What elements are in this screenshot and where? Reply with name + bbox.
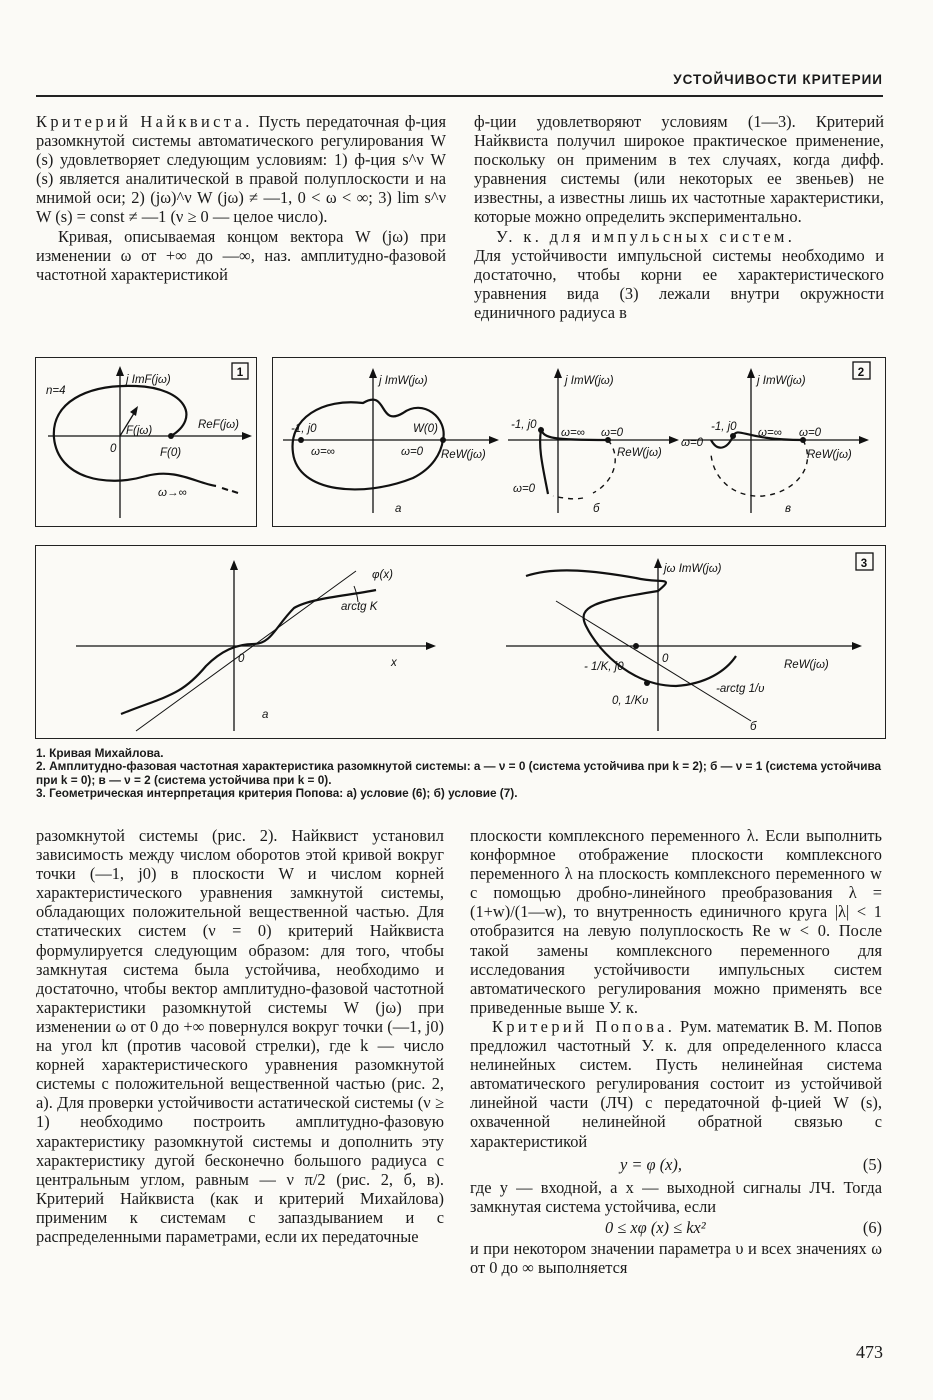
figure-3-popov xyxy=(36,546,885,738)
fig1-f0: F(0) xyxy=(160,447,182,459)
fig2-wzero-b: ω=0 xyxy=(601,427,624,439)
figure-2-nyquist xyxy=(273,358,885,526)
fig1-n-label: n=4 xyxy=(46,385,66,397)
popov-heading: Критерий Попова. xyxy=(492,1016,676,1036)
page-number: 473 xyxy=(856,1342,883,1362)
fig2-minus1-c: -1, j0 xyxy=(711,421,737,433)
top-left-column xyxy=(36,112,446,284)
fig3-x-axis: ReW(jω) xyxy=(784,659,829,671)
equation-5-number: (5) xyxy=(862,1154,882,1174)
fig2-winf-b: ω=∞ xyxy=(561,427,585,439)
fig2-wzero-b2: ω=0 xyxy=(513,483,536,495)
fig3-phi: φ(x) xyxy=(372,569,393,581)
popov-paragraph: Рум. математик В. М. Попов предложил частотный У. к. для определенного класса нелинейных систем. Пусть нелинейная система автоматического регулирования состоит из устойчивой линейной части (ЛЧ) с передаточной ф-цией W (s), охваченной нелинейной обратной связью с характеристикой xyxy=(470,1016,882,1151)
figure-2-frame xyxy=(272,357,886,527)
equation-6-number: (6) xyxy=(862,1217,882,1237)
figure-3-frame xyxy=(35,545,886,739)
fig1-x-axis: ReF(jω) xyxy=(198,419,239,431)
fig3-arctg-v: -arctg 1/υ xyxy=(716,683,765,695)
equation-5 xyxy=(470,1155,882,1174)
fig2-w0: W(0) xyxy=(413,423,438,435)
fig1-y-axis: j ImF(jω) xyxy=(126,374,171,386)
top-right-column xyxy=(474,112,884,322)
fig3-point: 0, 1/Kυ xyxy=(612,695,649,707)
fig1-number: 1 xyxy=(236,367,244,379)
impulse-paragraph: Для устойчивости импульсной системы необходимо и достаточно, чтобы корни ее характеристического уравнения вида (3) лежали внутри окружности единичного радиуса в xyxy=(474,245,884,322)
final-paragraph: и при некотором значении параметра υ и всех значениях ω от 0 до ∞ выполняется xyxy=(470,1238,882,1278)
fig2-label-b: б xyxy=(593,503,600,515)
bottom-right-column xyxy=(470,826,882,1277)
fig2-wzero-c: ω=0 xyxy=(799,427,822,439)
fig1-omega: ω→∞ xyxy=(158,487,187,499)
figure-1-frame xyxy=(35,357,257,527)
fig2-y-axis-a: j ImW(jω) xyxy=(379,375,428,387)
fig2-x-axis-c: ReW(jω) xyxy=(807,449,852,461)
figure-captions xyxy=(36,747,886,801)
fig2-winf-c: ω=∞ xyxy=(758,427,782,439)
fig2-minus1-a: -1, j0 xyxy=(291,423,317,435)
fig2-y-axis-b: j ImW(jω) xyxy=(565,375,614,387)
nyquist-continuation-paragraph: разомкнутой системы (рис. 2). Найквист установил зависимость между числом оборотов этой кривой вокруг точки (—1, j0) в плоскости W и числом корней характеристического уравнения замкнутой системы, обладающих положительной вещественной частью. Для статических систем (ν = 0) критерий Найквиста формулируется следующим образом: для того, чтобы замкнутая система была устойчива, необходимо и достаточно, чтобы вектор амплитудно-фазовой частотной характеристики разомкнутой системы W (jω) при изменении ω от 0 до +∞ повернулся вокруг точки (—1, j0) на угол kπ (против часовой стрелки), где k — число корней характеристического уравнения разомкнутой системы с положительной вещественной частью (рис. 2, а). Для проверки устойчивости астатической системы (ν ≥ 1) необходимо построить амплитудно-фазовую характеристику разомкнутой системы и дополнить эту характеристику дугой бесконечно большого радиуса с центральным углом, равным — ν π/2 (рис. 2, б, в). Критерий Найквиста (как и критерий Михайлова) применим к системам с запаздыванием и с распределенными параметрами, если их передаточные xyxy=(36,826,444,1246)
equation-6-body: 0 ≤ xφ (x) ≤ kx² xyxy=(605,1217,706,1237)
fig2-minus1-b: -1, j0 xyxy=(511,419,537,431)
fig1-vector: F(jω) xyxy=(126,425,153,437)
curve-paragraph: Кривая, описываемая концом вектора W (jω) при изменении ω от +∞ до —∞, наз. амплитудно-фазовой частотной характеристикой xyxy=(36,226,446,284)
impulse-heading: У. к. для импульсных систем. xyxy=(496,226,796,246)
signals-paragraph: где y — входной, а x — выходной сигналы ЛЧ. Тогда замкнутая система устойчива, если xyxy=(470,1177,882,1216)
header-rule xyxy=(36,95,883,97)
fig3-label-b: б xyxy=(750,721,757,733)
caption-3: 3. Геометрическая интерпретация критерия Попова: а) условие (6); б) условие (7). xyxy=(36,786,518,801)
nyquist-paragraph: Пусть передаточная ф-ция разомкнутой системы автоматического регулирования W (s) удовлетворяет следующим условиям: 1) ф-ция s^ν W (s) является аналитической в правой полуплоскости и на мнимой оси; 2) (jω)^ν W (jω) ≠ —1, 0 < ω < ∞; 3) lim s^ν W (s) = const ≠ —1 (ν ≥ 0 — целое число). xyxy=(36,112,446,227)
fig3-origin-b: 0 xyxy=(662,653,669,665)
fig2-label-a: а xyxy=(395,503,402,515)
equation-5-body: y = φ (x), xyxy=(620,1154,682,1174)
fig3-x: x xyxy=(391,657,397,669)
caption-1: 1. Кривая Михайлова. xyxy=(36,746,164,760)
fig2-y-axis-c: j ImW(jω) xyxy=(757,375,806,387)
fig2-number: 2 xyxy=(857,367,865,379)
running-title: УСТОЙЧИВОСТИ КРИТЕРИИ xyxy=(673,72,883,87)
fig3-number: 3 xyxy=(860,558,868,570)
fig2-wzero-c2: ω=0 xyxy=(681,437,704,449)
fig3-minus-1k: - 1/K, j0 xyxy=(584,661,624,673)
equation-6 xyxy=(470,1218,882,1237)
fig3-origin-a: 0 xyxy=(238,653,245,665)
fig2-x-axis-a: ReW(jω) xyxy=(441,449,486,461)
figure-1-mikhailov xyxy=(36,358,256,526)
bottom-left-column xyxy=(36,826,444,1246)
nyquist-practice-paragraph: ф-ции удовлетворяют условиям (1—3). Критерий Найквиста получил широкое практическое применение, поскольку он применим в тех случаях, когда дифф. уравнения системы (или некоторых ее звеньев) не известны, а известны лишь их частотные характеристики, которые можно определить экспериментально. xyxy=(474,112,884,227)
caption-2: 2. Амплитудно-фазовая частотная характеристика разомкнутой системы: а — ν = 0 (система устойчива при k = 2); б — ν = 1 (система устойчива при k = 0); в — ν = 2 (система устойчива при k = 0). xyxy=(36,759,882,787)
fig2-winf-a: ω=∞ xyxy=(311,446,335,458)
fig1-origin: 0 xyxy=(110,443,117,455)
fig3-y-axis: jω ImW(jω) xyxy=(664,563,722,575)
conformal-paragraph: плоскости комплексного переменного λ. Если выполнить конформное отображение плоскости комплексного переменного λ на плоскость комплексного переменного w с помощью дробно-линейного преобразования λ = (1+w)/(1—w), то внутренность единичного круга |λ| < 1 отобразится на левую полуплоскость Re w < 0. После такой замены комплексного переменного для исследования устойчивости импульсных систем автоматического регулирования можно применять все приведенные выше У. к. xyxy=(470,826,882,1017)
fig2-wzero-a: ω=0 xyxy=(401,446,424,458)
nyquist-heading: Критерий Найквиста. xyxy=(36,112,253,131)
fig3-arctg-k: arctg K xyxy=(341,601,378,613)
fig2-label-c: в xyxy=(785,503,792,515)
fig2-x-axis-b: ReW(jω) xyxy=(617,447,662,459)
fig3-label-a: а xyxy=(262,709,269,721)
